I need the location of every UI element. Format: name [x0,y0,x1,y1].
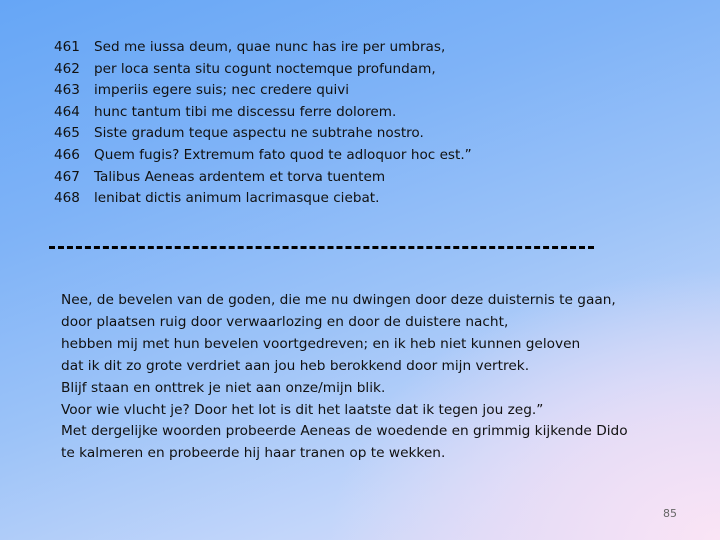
verse-line [54,167,472,189]
line-number: 467 [54,168,80,185]
verse-text: Talibus Aeneas ardentem et torva tuentem [94,168,386,185]
translation-line: dat ik dit zo grote verdriet aan jou heb berokkend door mijn vertrek. [61,357,530,374]
latin-verse-list [54,37,472,210]
verse-text: hunc tantum tibi me discessu ferre dolorem. [94,103,397,120]
translation-line: Voor wie vlucht je? Door het lot is dit het laatste dat ik tegen jou zeg.” [61,401,544,418]
verse-line [54,102,472,124]
line-number: 461 [54,39,80,55]
verse-text: Sed me iussa deum, quae nunc has ire per umbras, [94,39,446,55]
verse-line [54,80,472,102]
line-number: 468 [54,190,80,207]
dashed-divider [49,246,594,249]
translation-line: hebben mij met hun bevelen voortgedreven; en ik heb niet kunnen geloven [61,335,581,352]
translation-line: Blijf staan en onttrek je niet aan onze/mijn blik. [61,379,386,396]
line-number: 465 [54,125,80,142]
line-number: 462 [54,60,80,77]
verse-line [54,188,472,210]
translation-line: Nee, de bevelen van de goden, die me nu dwingen door deze duisternis te gaan, [61,292,616,308]
line-number: 466 [54,146,80,163]
verse-line [54,123,472,145]
translation-line: Met dergelijke woorden probeerde Aeneas de woedende en grimmig kijkende Dido [61,423,628,440]
dutch-translation-list [61,290,628,465]
translation-line: te kalmeren en probeerde hij haar tranen op te wekken. [61,445,446,462]
page-number: 85 [663,507,677,520]
verse-line [54,145,472,167]
verse-text: Quem fugis? Extremum fato quod te adloquor hoc est.” [94,146,472,163]
verse-text: imperiis egere suis; nec credere quivi [94,82,350,99]
translation-line: door plaatsen ruig door verwaarlozing en door de duistere nacht, [61,313,509,330]
verse-line [54,37,472,59]
verse-text: Siste gradum teque aspectu ne subtrahe nostro. [94,125,424,142]
verse-line [54,59,472,81]
line-number: 464 [54,103,80,120]
verse-text: per loca senta situ cogunt noctemque profundam, [94,60,436,77]
line-number: 463 [54,82,80,99]
verse-text: lenibat dictis animum lacrimasque ciebat. [94,190,380,207]
